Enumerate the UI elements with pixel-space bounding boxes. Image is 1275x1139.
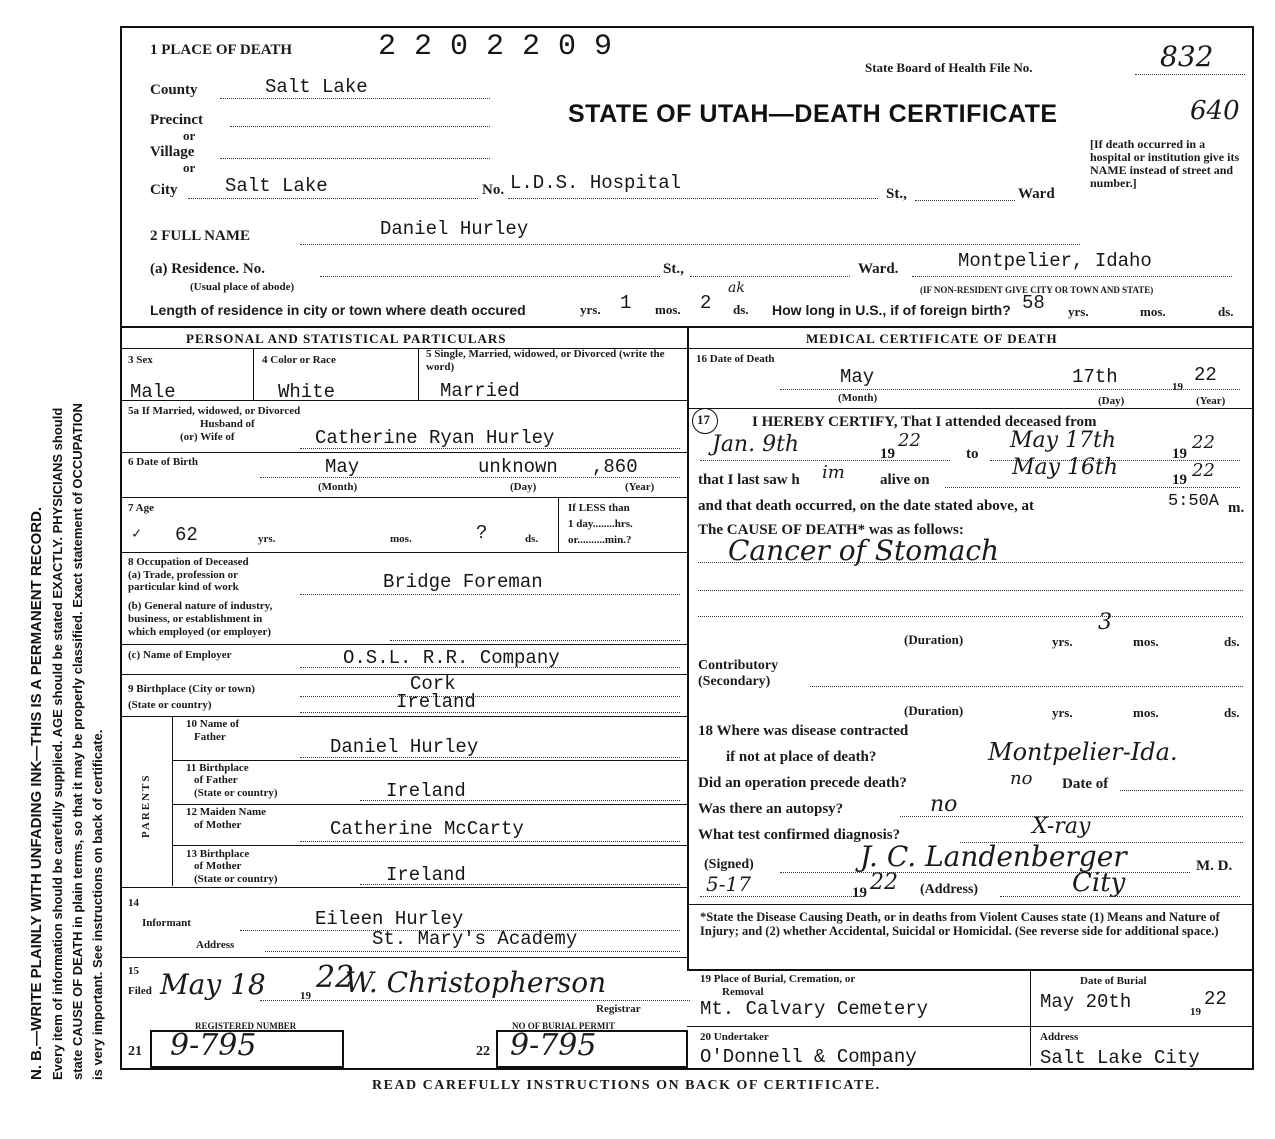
personal-section-title: PERSONAL AND STATISTICAL PARTICULARS <box>186 331 507 346</box>
permit-number: 9-795 <box>510 1028 597 1063</box>
burial-19: 19 <box>1190 1006 1201 1018</box>
contributory-label-2: (Secondary) <box>698 674 771 689</box>
attended-to-year: 22 <box>1192 432 1215 453</box>
duration-yrs-label-2: yrs. <box>1052 705 1073 720</box>
mother-bp-label-1: 13 Birthplace <box>186 848 250 860</box>
filed-year: 22 <box>316 960 355 995</box>
informant-address-label: Address <box>196 939 235 951</box>
death-day-label: (Day) <box>1098 395 1125 407</box>
medical-section-title: MEDICAL CERTIFICATE OF DEATH <box>806 331 1058 346</box>
death-month-label: (Month) <box>838 392 878 404</box>
death-year: 22 <box>1194 364 1217 386</box>
mother-label-1: 12 Maiden Name <box>186 806 267 818</box>
age-check: ✓ <box>132 526 142 543</box>
burial-place-label-1: 19 Place of Burial, Cremation, or <box>700 973 856 985</box>
no-value: L.D.S. Hospital <box>510 172 682 194</box>
occ-a-label-2: particular kind of work <box>128 581 239 593</box>
us-yrs: 58 <box>1022 292 1045 314</box>
employer-value: O.S.L. R.R. Company <box>343 647 560 669</box>
duration-yrs-label-1: yrs. <box>1052 634 1073 649</box>
occ-label: 8 Occupation of Deceased <box>128 556 249 568</box>
footnote: *State the Disease Causing Death, or in deaths from Violent Causes state (1) Means and Nature of Injury; and (2) whether Accidental, Suicidal or Homicidal. (See reverse side for additional space.) <box>700 910 1220 938</box>
filed-num: 15 <box>128 965 139 977</box>
mother-bp-value: Ireland <box>386 864 466 886</box>
less-label-3: or..........min.? <box>568 534 632 546</box>
us-ds-label: ds. <box>1218 304 1234 319</box>
autopsy-label: Was there an autopsy? <box>698 801 844 817</box>
duration-ds-label-1: ds. <box>1224 634 1240 649</box>
age-yrs-label: yrs. <box>258 533 276 545</box>
duration-mos-label-2: mos. <box>1133 705 1159 720</box>
informant-value: Eileen Hurley <box>315 908 464 930</box>
contracted-value: Montpelier-Ida. <box>988 738 1178 766</box>
last-saw-label: that I last saw h <box>698 472 800 488</box>
employer-label: (c) Name of Employer <box>128 649 232 661</box>
length-yrs-label: yrs. <box>580 302 601 317</box>
md-label: M. D. <box>1196 858 1233 874</box>
burial-place: Mt. Calvary Cemetery <box>700 998 929 1020</box>
age-mos-label: mos. <box>390 533 412 545</box>
death-day: 17th <box>1072 366 1118 388</box>
duration-label-2: (Duration) <box>904 703 964 718</box>
filed-date: May 18 <box>160 968 266 1001</box>
length-ds-label: ds. <box>733 302 749 317</box>
death-year-label: (Year) <box>1196 395 1226 407</box>
permit-prefix: 22 <box>476 1044 490 1059</box>
registrar-signature: W. Christopherson <box>345 966 607 999</box>
city-label: City <box>150 182 178 198</box>
less-label-1: If LESS than <box>568 502 630 514</box>
burial-place-label-2: Removal <box>722 986 764 998</box>
father-bp-label-1: 11 Birthplace <box>186 762 249 774</box>
attended-to: May 17th <box>1010 428 1117 453</box>
birth-country: Ireland <box>396 691 476 713</box>
undertaker-label: 20 Undertaker <box>700 1031 769 1043</box>
q18-label-1: 18 Where was disease contracted <box>698 723 909 739</box>
q18-label-2: if not at place of death? <box>726 749 877 765</box>
last-saw-him: im <box>822 462 845 483</box>
color-label: 4 Color or Race <box>262 354 336 366</box>
occ-a-label-1: (a) Trade, profession or <box>128 569 238 581</box>
title-annotation: 640 <box>1190 96 1240 126</box>
address-label-md: (Address) <box>920 882 979 897</box>
father-bp-label-3: (State or country) <box>194 787 278 799</box>
precinct-label: Precinct <box>150 112 204 128</box>
us-yrs-label: yrs. <box>1068 304 1089 319</box>
dob-day: unknown <box>478 456 558 478</box>
file-no-value: 832 <box>1160 40 1214 73</box>
marital-label: 5 Single, Married, widowed, or Divorced (write the word) <box>426 348 665 373</box>
mother-label-2: of Mother <box>194 819 242 831</box>
duration-label-1: (Duration) <box>904 632 964 647</box>
burial-date-label: Date of Burial <box>1080 975 1147 987</box>
length-mos-label: mos. <box>655 302 681 317</box>
mother-bp-label-2: of Mother <box>194 860 242 872</box>
registrar-label: Registrar <box>596 1003 641 1015</box>
full-name-label: 2 FULL NAME <box>150 228 251 244</box>
residence-sublabel: (Usual place of abode) <box>190 281 295 293</box>
dob-day-label: (Day) <box>510 481 537 493</box>
attended-from: Jan. 9th <box>712 432 800 457</box>
date-of-label: Date of <box>1062 776 1109 792</box>
death-19: 19 <box>1172 381 1183 393</box>
test-value: X-ray <box>1032 814 1091 839</box>
burial-date: May 20th <box>1040 991 1132 1013</box>
dob-year-label: (Year) <box>625 481 655 493</box>
last-saw-date: May 16th <box>1012 455 1119 480</box>
nonresident-note: (IF NON-RESIDENT GIVE CITY OR TOWN AND STATE) <box>920 285 1154 295</box>
full-name-value: Daniel Hurley <box>380 218 529 240</box>
informant-address: St. Mary's Academy <box>372 928 578 950</box>
hospital-note: [If death occurred in a hospital or institution give its NAME instead of street and number.] <box>1090 137 1240 190</box>
operation-label: Did an operation precede death? <box>698 775 907 791</box>
last-19: 19 <box>1172 472 1187 488</box>
duration-ds-label-2: ds. <box>1224 705 1240 720</box>
footer-instructions: READ CAREFULLY INSTRUCTIONS ON BACK OF CERTIFICATE. <box>372 1078 881 1093</box>
mother-bp-label-3: (State or country) <box>194 873 278 885</box>
death-date-label: 16 Date of Death <box>696 353 775 365</box>
color-value: White <box>278 381 336 403</box>
last-year: 22 <box>1192 460 1215 481</box>
filed-label: Filed <box>128 985 152 997</box>
marital-value: Married <box>440 380 520 402</box>
physician-signature: J. C. Landenberger <box>860 840 1127 873</box>
us-mos-label: mos. <box>1140 304 1166 319</box>
undertaker-address: Salt Lake City <box>1040 1047 1200 1069</box>
spouse-label-a: 5a If Married, widowed, or Divorced <box>128 405 301 417</box>
occ-b-label-2: business, or establishment in <box>128 613 263 625</box>
undertaker-address-label: Address <box>1040 1031 1079 1043</box>
undertaker-value: O'Donnell & Company <box>700 1046 917 1068</box>
burial-permit-label: NO OF BURIAL PERMIT <box>512 1021 615 1031</box>
operation-value: no <box>1010 768 1033 789</box>
sex-label: 3 Sex <box>128 354 153 366</box>
age-yrs: 62 <box>175 524 198 546</box>
occ-b-label-1: (b) General nature of industry, <box>128 600 273 612</box>
test-label: What test confirmed diagnosis? <box>698 827 901 843</box>
time-suffix: m. <box>1228 500 1245 516</box>
length-residence-label: Length of residence in city or town where death occured <box>150 302 526 318</box>
duration-mos-label-1: mos. <box>1133 634 1159 649</box>
spouse-value: Catherine Ryan Hurley <box>315 427 555 449</box>
age-label: 7 Age <box>128 502 154 514</box>
age-ds-label: ds. <box>525 533 539 545</box>
stamp-number: 2 2 0 2 2 0 9 <box>378 30 613 64</box>
cause-value: Cancer of Stomach <box>728 534 1000 567</box>
informant-num: 14 <box>128 897 139 909</box>
death-month: May <box>840 366 875 388</box>
form-title: STATE OF UTAH—DEATH CERTIFICATE <box>568 100 1058 128</box>
side-note-1: N. B.—WRITE PLAINLY WITH UNFADING INK—THIS IS A PERMANENT RECORD. <box>28 506 45 1080</box>
reg-number-prefix: 21 <box>128 1044 142 1059</box>
city-value: Salt Lake <box>225 175 328 197</box>
duration-mos: 3 <box>1098 610 1112 635</box>
residence-label: (a) Residence. No. <box>150 261 265 277</box>
sex-value: Male <box>130 381 176 403</box>
residence-st-label: St., <box>663 261 684 277</box>
file-no-label: State Board of Health File No. <box>865 60 1033 75</box>
father-label-1: 10 Name of <box>186 718 240 730</box>
county-label: County <box>150 82 198 98</box>
father-bp-label-2: of Father <box>194 774 238 786</box>
age-mos: ? <box>476 522 488 544</box>
residence-value: Montpelier, Idaho <box>958 250 1152 272</box>
reg-number-label: REGISTERED NUMBER <box>195 1021 297 1031</box>
no-label: No. <box>482 182 505 198</box>
attended-from-year: 22 <box>898 430 921 451</box>
burial-year: 22 <box>1204 988 1227 1010</box>
side-note-3: state CAUSE OF DEATH in plain terms, so that it may be properly classified. Exact statement of OCCUPATION <box>70 403 85 1080</box>
dob-month: May <box>325 456 360 478</box>
spouse-label-c: (or) Wife of <box>180 431 235 443</box>
dob-month-label: (Month) <box>318 481 358 493</box>
village-label: Village <box>150 144 195 160</box>
or-label-1: or <box>183 128 196 143</box>
dob-year: ,860 <box>592 456 638 478</box>
ward-label: Ward <box>1018 186 1055 202</box>
spouse-label-b: Husband of <box>200 418 255 430</box>
certify-text: I HEREBY CERTIFY, That I attended deceased from <box>752 414 1097 430</box>
less-label-2: 1 day........hrs. <box>568 518 633 530</box>
occurred-label: and that death occurred, on the date stated above, at <box>698 498 1034 514</box>
alive-on-label: alive on <box>880 472 930 488</box>
death-time: 5:50A <box>1168 492 1220 511</box>
signed-year: 22 <box>870 870 898 895</box>
attended-19b: 19 <box>1172 446 1187 462</box>
father-label-2: Father <box>194 731 226 743</box>
st-label: St., <box>886 186 907 202</box>
birthplace-label-2: (State or country) <box>128 699 212 711</box>
length-ds-annot: ak <box>728 280 745 296</box>
signed-19: 19 <box>852 885 867 901</box>
side-note-2: Every item of information should be carefully supplied. AGE should be stated EXACTLY. PHYSICIANS should <box>50 407 65 1080</box>
occupation-value: Bridge Foreman <box>383 571 543 593</box>
signed-label: (Signed) <box>704 857 754 872</box>
place-of-death-label: 1 PLACE OF DEATH <box>150 42 293 58</box>
birthplace-label-1: 9 Birthplace (City or town) <box>128 683 255 695</box>
length-mos: 2 <box>700 292 712 314</box>
birth-city: Cork <box>410 673 456 695</box>
or-label-2: or <box>183 160 196 175</box>
county-value: Salt Lake <box>265 76 368 98</box>
cause-label: The CAUSE OF DEATH* was as follows: <box>698 522 964 538</box>
mother-value: Catherine McCarty <box>330 818 524 840</box>
to-label: to <box>966 446 979 462</box>
physician-address: City <box>1072 868 1126 898</box>
dob-label: 6 Date of Birth <box>128 456 198 468</box>
reg-number: 9-795 <box>170 1028 257 1063</box>
length-yrs: 1 <box>620 292 632 314</box>
attended-19a: 19 <box>880 446 895 462</box>
side-note-4: is very important. See instructions on back of certificate. <box>90 729 105 1080</box>
certify-num: 17 <box>697 412 710 427</box>
father-value: Daniel Hurley <box>330 736 479 758</box>
informant-label: Informant <box>142 917 191 929</box>
parents-label: PARENTS <box>140 773 152 838</box>
contributory-label-1: Contributory <box>698 658 779 673</box>
father-bp-value: Ireland <box>386 780 466 802</box>
residence-ward-label: Ward. <box>858 261 899 277</box>
occ-b-label-3: which employed (or employer) <box>128 626 272 638</box>
autopsy-value: no <box>930 792 958 817</box>
signed-date: 5-17 <box>706 872 751 896</box>
filed-19: 19 <box>300 990 311 1002</box>
us-label: How long in U.S., if of foreign birth? <box>772 302 1011 318</box>
